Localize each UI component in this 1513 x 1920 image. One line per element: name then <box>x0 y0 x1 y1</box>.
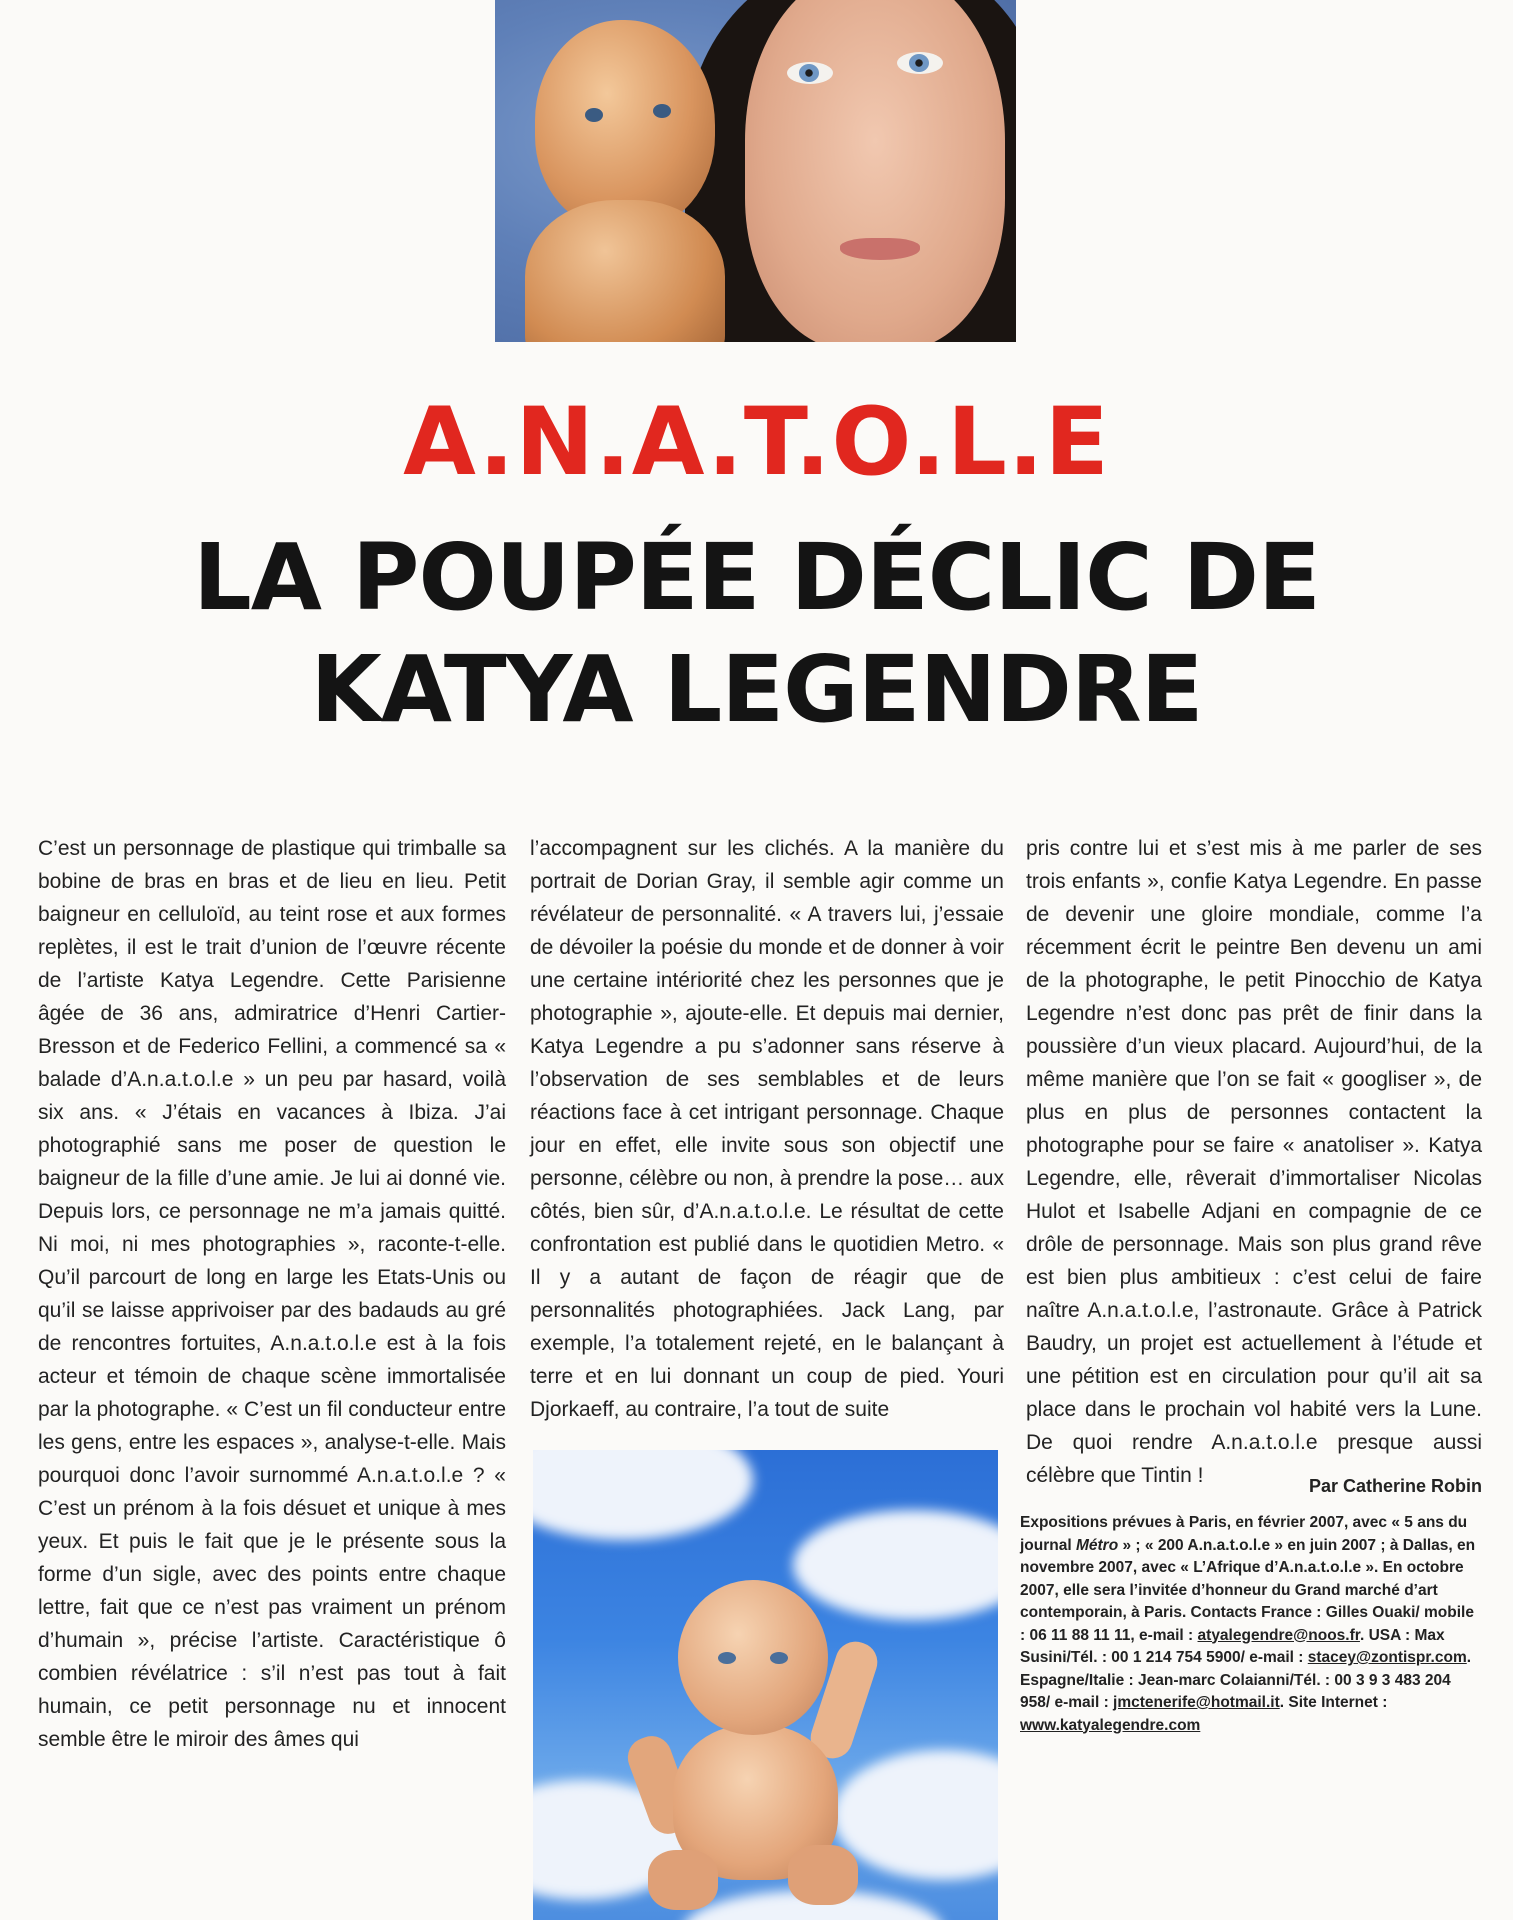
headline-line-2: LA POUPÉE DÉCLIC DE <box>193 524 1320 631</box>
article-text-1: C’est un personnage de plastique qui trimballe sa bobine de bras en bras et de lieu en lieu. Petit baigneur en celluloïd, au teint rose et aux formes replètes, il est le trait d’union de l’œuvre récente de l’artiste Katya Legendre. Cette Parisienne âgée de 36 ans, admiratrice d’Henri Cartier-Bresson et de Federico Fellini, a commencé sa « balade d’A.n.a.t.o.l.e » un peu par hasard, voilà six ans. « J’étais en vacances à Ibiza. J’ai photographié sans me poser de question le baigneur de la fille d’une amie. Je lui ai donné vie. Depuis lors, ce personnage ne m’a jamais quitté. Ni moi, ni mes photographies », raconte-t-elle. Qu’il parcourt de long en large les Etats-Unis ou qu’il se laisse apprivoiser par des badauds au gré de rencontres fortuites, A.n.a.t.o.l.e est à la fois acteur et témoin de chaque scène immortalisée par la photographe. « C’est un fil conducteur entre les gens, entre les espaces », analyse-t-elle. Mais pourquoi donc l’avoir surnommé A.n.a.t.o.l.e ? « C’est un prénom à la fois désuet et unique à mes yeux. Et puis le fait que je le présente sous la forme d’un sigle, avec des points entre chaque lettre, fait que ce n’est pas vraiment un prénom d’humain », précise l’artiste. Caractéristique ô combien révélatrice : s’il n’est pas tout à fait humain, ce petit personnage nu et innocent semble être le miroir des âmes qui <box>38 837 506 1751</box>
doll-in-sky-photo <box>533 1450 998 1920</box>
article-text-2: l’accompagnent sur les clichés. A la manière du portrait de Dorian Gray, il semble agir comme un révélateur de personnalité. « A travers lui, j’essaie de dévoiler la poésie du monde et de donner à voir une certaine intériorité chez les personnes que je photographie », ajoute-elle. Et depuis mai dernier, Katya Legendre a pu s’adonner sans réserve à l’observation de ses semblables et de leurs réactions face à cet intrigant personnage. Chaque jour en effet, elle invite sous son objectif une personne, célèbre ou non, à prendre la pose… aux côtés, bien sûr, d’A.n.a.t.o.l.e. Le résultat de cette confrontation est publié dans le quotidien Metro. « Il y a autant de façon de réagir que de personnalités photographiées. Jack Lang, par exemple, l’a totalement rejeté, en le balançant à terre et en lui donnant un coup de pied. Youri Djorkaeff, au contraire, l’a tout de suite <box>530 837 1004 1421</box>
info-text: Expositions prévues à Paris, en février 2007, avec « 5 ans du journal <box>1020 1514 1468 1554</box>
info-text: . Espagne/Italie : Jean-marc Colaianni/Tél. : 00 3 9 3 483 204 958/ e-mail : <box>1020 1649 1472 1711</box>
byline: Par Catherine Robin <box>1308 1476 1482 1496</box>
info-text: . USA : Max Susini/Tél. : 00 1 214 754 5900/ e-mail : <box>1020 1626 1445 1666</box>
email-link-france[interactable]: atyalegendre@noos.fr <box>1197 1626 1360 1644</box>
article-text-3: pris contre lui et s’est mis à me parler de ses trois enfants », confie Katya Legendre. En passe de devenir une gloire mondiale, comme l’a récemment écrit le peintre Ben devenu un ami de la photographe, le petit Pinocchio de Katya Legendre n’est donc pas prêt de finir dans la poussière d’un vieux placard. Aujourd’hui, de la même manière que l’on se fait « googliser », de plus en plus de personnes contactent la photographe pour se faire « anatoliser ». Katya Legendre, elle, rêverait d’immortaliser Nicolas Hulot et Isabelle Adjani en compagnie de ce drôle de personnage. Mais son plus grand rêve est bien plus ambitieux : c’est celui de faire naître A.n.a.t.o.l.e, l’astronaute. Grâce à Patrick Baudry, un projet est actuellement à l’étude et une pétition est en circulation pour qu’il ait sa place dans le prochain vol habité vers la Lune. De quoi rendre A.n.a.t.o.l.e presque aussi célèbre que Tintin ! <box>1026 837 1482 1487</box>
email-link-usa[interactable]: stacey@zontispr.com <box>1307 1649 1467 1666</box>
website-link[interactable]: www.katyalegendre.com <box>1020 1716 1201 1734</box>
exhibitions-info-box <box>1020 1512 1482 1737</box>
article-column-1 <box>38 832 506 1756</box>
info-text: . Site Internet : <box>1279 1694 1388 1711</box>
article-column-3 <box>1026 832 1482 1492</box>
email-link-spain-italy[interactable]: jmctenerife@hotmail.it <box>1113 1694 1280 1711</box>
portrait-photo <box>495 0 1016 342</box>
headline-line-3: KATYA LEGENDRE <box>310 636 1203 743</box>
info-metro: Métro <box>1075 1536 1119 1554</box>
info-text: » ; « 200 A.n.a.t.o.l.e » en juin 2007 ; à Dallas, en novembre 2007, avec « L’Afrique d’A.n.a.t.o.l.e ». En octobre 2007, elle sera l’invitée d’honneur du Grand marché d’art contemporain, à Paris. Contacts France : Gilles Ouaki/ mobile : 06 11 88 11 11, e-mail : <box>1020 1536 1476 1644</box>
headline-anatole: A.N.A.T.O.L.E <box>403 388 1110 497</box>
article-column-2 <box>530 832 1004 1426</box>
